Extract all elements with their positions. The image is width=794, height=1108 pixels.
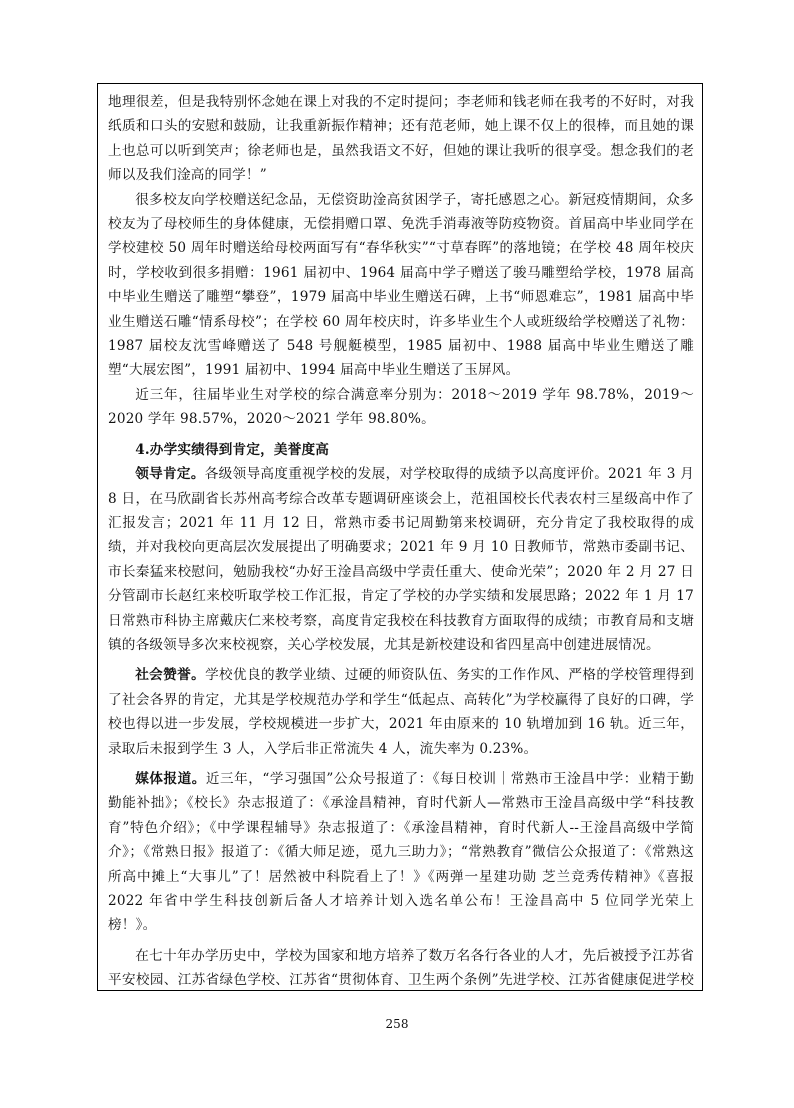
paragraph-social-praise xyxy=(108,663,694,761)
paragraph-media-reports xyxy=(108,767,694,938)
section-heading xyxy=(108,438,694,462)
paragraph-text: 地理很差，但是我特别怀念她在课上对我的不定时提问；李老师和钱老师在我考的不好时，对我纸质和口头的安慰和鼓励，让我重新振作精神；还有范老师，她上课不仅上的很棒，而且她的课上也总可以听到笑声；徐老师也是，虽然我语文不好，但她的课让我听的很享受。想念我们的老师以及我们淦高的同学！” xyxy=(108,94,694,184)
paragraph-leadership-recognition xyxy=(108,462,694,657)
section-heading-text: 4.办学实绩得到肯定，美誉度高 xyxy=(135,441,330,458)
paragraph-text: 学校优良的教学业绩、过硬的师资队伍、务实的工作作风、严格的学校管理得到了社会各界的肯定，尤其是学校规范办学和学生“低起点、高转化”为学校赢得了良好的口碑，学校也得以进一步发展，学校规模进一步扩大，2021 年由原来的 10 轨增加到 16 轨。近三年，录取后未报到学生 3 人，入学后非正常流失 4 人，流失率为 0.23%。 xyxy=(108,667,694,757)
page-number: 258 xyxy=(385,1017,409,1031)
paragraph-text: 各级领导高度重视学校的发展，对学校取得的成绩予以高度评价。2021 年 3 月 8 日，在马欣副省长苏州高考综合改革专题调研座谈会上，范祖国校长代表农村三星级高中作了汇报发言；2021 年 11 月 12 日，常熟市委书记周勤第来校调研，充分肯定了我校取得的成绩，并对我校向更高层次发展提出了明确要求；2021 年 9 月 10 日教师节，常熟市委副书记、市长秦猛来校慰问，勉励我校“办好王淦昌高级中学责任重大、使命光荣”；2020 年 2 月 27 日分管副市长赵红来校听取学校工作汇报，肯定了学校的办学实绩和发展思路；2022 年 1 月 17 日常熟市科协主席戴庆仁来校考察，高度肯定我校在科技教育方面取得的成绩；市教育局和支塘镇的各级领导多次来校视察，关心学校发展，尤其是新校建设和省四星高中创建进展情况。 xyxy=(108,466,695,653)
paragraph-text: 很多校友向学校赠送纪念品，无偿资助淦高贫困学子，寄托感恩之心。新冠疫情期间，众多校友为了母校师生的身体健康，无偿捐赠口罩、免洗手消毒液等防疫物资。首届高中毕业同学在学校建校 50 周年时赠送给母校两面写有“春华秋实”“寸草春晖”的落地镜；在学校 48 周年校庆时，学校收到很多捐赠：1961 届初中、1964 届高中学子赠送了骏马雕塑给学校，1978 届高中毕业生赠送了雕塑“攀登”，1979 届高中毕业生赠送石碑，上书“师恩难忘”，1981 届高中毕业生赠送石雕“情系母校”；在学校 60 周年校庆时，许多毕业生个人或班级给学校赠送了礼物：1987 届校友沈雪峰赠送了 548 号舰艇模型，1985 届初中、1988 届高中毕业生赠送了雕塑“大展宏图”，1991 届初中、1994 届高中毕业生赠送了玉屏风。 xyxy=(108,191,694,379)
paragraph-text: 近三年，往届毕业生对学校的综合满意率分别为：2018～2019 学年 98.78%，2019～2020 学年 98.57%，2020～2021 学年 98.80%。 xyxy=(108,386,694,428)
paragraph-satisfaction-rate xyxy=(108,383,694,432)
document-table-cell xyxy=(97,83,703,991)
paragraph-alumni-quote xyxy=(108,90,694,188)
paragraph-text: 近三年，“学习强国”公众号报道了：《每日校训｜常熟市王淦昌中学：业精于勤 勤能补拙》；《校长》杂志报道了：《承淦昌精神，育时代新人—常熟市王淦昌高级中学“科技教育”特色介绍》；《中学课程辅导》杂志报道了：《承淦昌精神，育时代新人--王淦昌高级中学简介》；《常熟日报》报道了：《循大师足迹，觅九三助力》；“常熟教育”微信公众报道了：《常熟这所高中摊上“大事儿”了！居然被中科院看上了！》《两弹一星建功勋 芝兰竞秀传精神》《喜报 2022 年省中学生科技创新后备人才培养计划入选名单公布！王淦昌高中 5 位同学光荣上榜！》。 xyxy=(108,770,695,934)
paragraph-alumni-gifts xyxy=(108,188,694,383)
paragraph-honors xyxy=(108,944,694,991)
paragraph-lead-in: 媒体报道。 xyxy=(135,770,206,787)
paragraph-text: 在七十年办学历史中，学校为国家和地方培养了数万名各行各业的人才，先后被授予江苏省平安校园、江苏省绿色学校、江苏省“贯彻体育、卫生两个条例”先进学校、江苏省健康促进学校 xyxy=(108,947,694,989)
paragraph-lead-in: 领导肯定。 xyxy=(135,466,205,483)
document-body xyxy=(108,90,694,991)
paragraph-lead-in: 社会赞誉。 xyxy=(135,667,206,684)
